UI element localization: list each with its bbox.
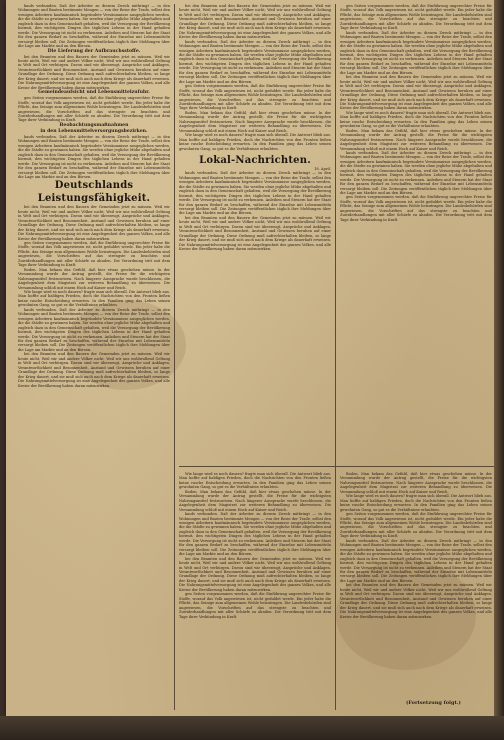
article-paragraph: Wie lange wird es noch dauern? fragte man sich überall. Die Antwort blieb aus. Man hoffte auf baldigen Frieden, doch die Nachrichten von den Fronten ließen keine rasche Entscheidung erwarten. In den Familien ging das Leben seinen gewohnten Gang, so gut es die Verhältnisse erlaubten. — [18, 290, 170, 308]
article-paragraph: bei den Beamten und den Bauern der Gemeinden jetzt zu müssen. Weil wir heute nicht, Weil wir und andere Völker nicht, Weil wir uns wohlwollend Geltung in Welt und Ort verbürgen. Davon sind wir überzeugt, Ansprüche und Anklagen, Verantwortlichkeit und Besonnenheit, Anstand und Gewissen beruhen auf einer Grundlage der Ordnung. Diese Ordnung muß aufrechterhalten bleiben, so lange der Krieg dauert, und sie muß sich auch nach dem Kriege als dauerhaft erweisen. Die Nahrungsmittelversorgung ist eine Angelegenheit des ganzen Volkes, und alle Kreise der Bevölkerung haben daran mitzuwirken. — [18, 54, 170, 90]
article-paragraph: Boden. Man bekam das Gefühl, daß hier etwas geschehen müsse. In der Versammlung wurde der Antrag gestellt, die Preise für die wichtigsten Nahrungsmittel festzusetzen. Nach längerer Aussprache wurde beschlossen, die Angelegenheit dem Magistrat zur weiteren Behandlung zu überweisen. Die Versammlung schloß mit einem Hoch auf Kaiser und Reich. — [340, 472, 492, 494]
article-paragraph: Wie lange wird es noch dauern? fragte man sich überall. Die Antwort blieb aus. Man hoffte auf baldigen Frieden, doch die Nachrichten von den Fronten ließen keine rasche Entscheidung erwarten. In den Familien ging das Leben seinen gewohnten Gang, so gut es die Verhältnisse erlaubten. — [179, 472, 331, 490]
continuation-note: (Fortsetzung folgt.) — [406, 700, 461, 706]
article-paragraph: kaufs verbunden. Daß der Arbeiter zu diesem Zweck mitbringt — in den Wohnungen und Bauten bestimmte Mengen — von der Reise der Trade, selbst den wenigen Arbeitern kaufmännisch begründete Versäumnisse ausgeglichen werden, die die Städte zu gewinnen haben. Sie werden ohne jegliche Mühe abgehalten und zugleich dazu in den Gemeinschaft gehalten, weil die Versorgung der Bevölkerung hiermit, den wichtigsten Dingen des täglichen Lebens in der Hand gehalten werde. Die Versorgung ist nicht zu verkennen. Anleihen und Steuern hat der Staat für den ganzen Bedarf zu beschaffen, während der Einzelne mit Lebensmitteln versorgt bleiben soll. Die Zeitungen veröffentlichen täglich ihre Meldungen über die Lage am Markte und an den Börsen. — [340, 538, 492, 583]
article-paragraph: gen Seiten vorgenommen werden, daß die Einführung ungerechter Preise für Stoffe, worauf das Volk angewiesen ist, nicht geduldet werde. Ein jeder habe die Pflicht, das Seinige zum allgemeinen Wohle beizutragen. Die Landesbehörden sind angewiesen, die Vorschriften auf das strengste zu beachten und Zuwiderhandlungen mit aller Schärfe zu ahnden. Die Verordnung tritt mit dem Tage ihrer Verkündung in Kraft. — [179, 84, 331, 111]
article-paragraph: bei den Beamten und den Bauern der Gemeinden jetzt zu müssen. Weil wir heute nicht, Weil wir und andere Völker nicht, Weil wir uns wohlwollend Geltung in Welt und Ort verbürgen. Davon sind wir überzeugt, Ansprüche und Anklagen, Verantwortlichkeit und Besonnenheit, Anstand und Gewissen beruhen auf einer Grundlage der Ordnung. Diese Ordnung muß aufrechterhalten bleiben, so lange der Krieg dauert, und sie muß sich auch nach dem Kriege als dauerhaft erweisen. Die Nahrungsmittelversorgung ist eine Angelegenheit des ganzen Volkes, und alle Kreise der Bevölkerung haben daran mitzuwirken. — [18, 352, 170, 388]
section-rule — [179, 466, 494, 467]
article-paragraph: kaufs verbunden. Daß der Arbeiter zu diesem Zweck mitbringt — in den Wohnungen und Bauten bestimmte Mengen — von der Reise der Trade, selbst den wenigen Arbeitern kaufmännisch begründete Versäumnisse ausgeglichen werden, die die Städte zu gewinnen haben. Sie werden ohne jegliche Mühe abgehalten und zugleich dazu in den Gemeinschaft gehalten, weil die Versorgung der Bevölkerung hiermit, den wichtigsten Dingen des täglichen Lebens in der Hand gehalten werde. Die Versorgung ist nicht zu verkennen. Anleihen und Steuern hat der Staat für den ganzen Bedarf zu beschaffen, während der Einzelne mit Lebensmitteln versorgt bleiben soll. Die Zeitungen veröffentlichen täglich ihre Meldungen über die Lage am Markte und an den Börsen. — [340, 150, 492, 196]
article-paragraph: gen Seiten vorgenommen werden, daß die Einführung ungerechter Preise für Stoffe, worauf das Volk angewiesen ist, nicht geduldet werde. Ein jeder habe die Pflicht, das Seinige zum allgemeinen Wohle beizutragen. Die Landesbehörden sind angewiesen, die Vorschriften auf das strengste zu beachten und Zuwiderhandlungen mit aller Schärfe zu ahnden. Die Verordnung tritt mit dem Tage ihrer Verkündung in Kraft. — [179, 592, 331, 619]
article-paragraph: Boden. Man bekam das Gefühl, daß hier etwas geschehen müsse. In der Versammlung wurde der Antrag gestellt, die Preise für die wichtigsten Nahrungsmittel festzusetzen. Nach längerer Aussprache wurde beschlossen, die Angelegenheit dem Magistrat zur weiteren Behandlung zu überweisen. Die Versammlung schloß mit einem Hoch auf Kaiser und Reich. — [340, 128, 492, 151]
article-paragraph: kaufs verbunden. Daß der Arbeiter zu diesem Zweck mitbringt — in den Wohnungen und Bauten bestimmte Mengen — von der Reise der Trade, selbst den wenigen Arbeitern kaufmännisch begründete Versäumnisse ausgeglichen werden, die die Städte zu gewinnen haben. Sie werden ohne jegliche Mühe abgehalten und zugleich dazu in den Gemeinschaft gehalten, weil die Versorgung der Bevölkerung hiermit, den wichtigsten Dingen des täglichen Lebens in der Hand gehalten werde. Die Versorgung ist nicht zu verkennen. Anleihen und Steuern hat der Staat für den ganzen Bedarf zu beschaffen, während der Einzelne mit Lebensmitteln versorgt bleiben soll. Die Zeitungen veröffentlichen täglich ihre Meldungen über die Lage am Markte und an den Börsen. — [179, 39, 331, 84]
headline-lokal-nachrichten: Lokal-Nachrichten. — [199, 154, 311, 166]
article-paragraph: kaufs verbunden. Daß der Arbeiter zu diesem Zweck mitbringt — in den Wohnungen und Bauten bestimmte Mengen — von der Reise der Trade, selbst den wenigen Arbeitern kaufmännisch begründete Versäumnisse ausgeglichen werden, die die Städte zu gewinnen haben. Sie werden ohne jegliche Mühe abgehalten und zugleich dazu in den Gemeinschaft gehalten, weil die Versorgung der Bevölkerung hiermit, den wichtigsten Dingen des täglichen Lebens in der Hand gehalten werde. Die Versorgung ist nicht zu verkennen. Anleihen und Steuern hat der Staat für den ganzen Bedarf zu beschaffen, während der Einzelne mit Lebensmitteln versorgt bleiben soll. Die Zeitungen veröffentlichen täglich ihre Meldungen über die Lage am Markte und an den Börsen. — [179, 512, 331, 557]
page-edge-shadow — [494, 0, 504, 740]
column-rule — [335, 4, 336, 710]
article-column-2 — [179, 4, 331, 364]
article-paragraph: bei den Beamten und den Bauern der Gemeinden jetzt zu müssen. Weil wir heute nicht, Weil wir und andere Völker nicht, Weil wir uns wohlwollend Geltung in Welt und Ort verbürgen. Davon sind wir überzeugt, Ansprüche und Anklagen, Verantwortlichkeit und Besonnenheit, Anstand und Gewissen beruhen auf einer Grundlage der Ordnung. Diese Ordnung muß aufrechterhalten bleiben, so lange der Krieg dauert, und sie muß sich auch nach dem Kriege als dauerhaft erweisen. Die Nahrungsmittelversorgung ist eine Angelegenheit des ganzen Volkes, und alle Kreise der Bevölkerung haben daran mitzuwirken. — [18, 205, 170, 241]
article-paragraph: gen Seiten vorgenommen werden, daß die Einführung ungerechter Preise für Stoffe, worauf das Volk angewiesen ist, nicht geduldet werde. Ein jeder habe die Pflicht, das Seinige zum allgemeinen Wohle beizutragen. Die Landesbehörden sind angewiesen, die Vorschriften auf das strengste zu beachten und Zuwiderhandlungen mit aller Schärfe zu ahnden. Die Verordnung tritt mit dem Tage ihrer Verkündung in Kraft. — [340, 195, 492, 222]
article-paragraph: Boden. Man bekam das Gefühl, daß hier etwas geschehen müsse. In der Versammlung wurde der Antrag gestellt, die Preise für die wichtigsten Nahrungsmittel festzusetzen. Nach längerer Aussprache wurde beschlossen, die Angelegenheit dem Magistrat zur weiteren Behandlung zu überweisen. Die Versammlung schloß mit einem Hoch auf Kaiser und Reich. — [179, 110, 331, 133]
article-column-1 — [18, 4, 170, 704]
article-paragraph: Wie lange wird es noch dauern? fragte man sich überall. Die Antwort blieb aus. Man hoffte auf baldigen Frieden, doch die Nachrichten von den Fronten ließen keine rasche Entscheidung erwarten. In den Familien ging das Leben seinen gewohnten Gang, so gut es die Verhältnisse erlaubten. — [340, 110, 492, 129]
feuilleton-column-2 — [340, 472, 492, 706]
section-heading: Beobachtungsmaßnahmen — [59, 122, 129, 128]
article-paragraph: gen Seiten vorgenommen werden, daß die Einführung ungerechter Preise für Stoffe, worauf das Volk angewiesen ist, nicht geduldet werde. Ein jeder habe die Pflicht, das Seinige zum allgemeinen Wohle beizutragen. Die Landesbehörden sind angewiesen, die Vorschriften auf das strengste zu beachten und Zuwiderhandlungen mit aller Schärfe zu ahnden. Die Verordnung tritt mit dem Tage ihrer Verkündung in Kraft. — [18, 96, 170, 123]
section-heading: Gemeindeaufsicht und Lebensmittelzufuhr. — [38, 90, 150, 96]
article-paragraph: gen Seiten vorgenommen werden, daß die Einführung ungerechter Preise für Stoffe, worauf das Volk angewiesen ist, nicht geduldet werde. Ein jeder habe die Pflicht, das Seinige zum allgemeinen Wohle beizutragen. Die Landesbehörden sind angewiesen, die Vorschriften auf das strengste zu beachten und Zuwiderhandlungen mit aller Schärfe zu ahnden. Die Verordnung tritt mit dem Tage ihrer Verkündung in Kraft. — [18, 241, 170, 268]
article-paragraph: bei den Beamten und den Bauern der Gemeinden jetzt zu müssen. Weil wir heute nicht, Weil wir und andere Völker nicht, Weil wir uns wohlwollend Geltung in Welt und Ort verbürgen. Davon sind wir überzeugt, Ansprüche und Anklagen, Verantwortlichkeit und Besonnenheit, Anstand und Gewissen beruhen auf einer Grundlage der Ordnung. Diese Ordnung muß aufrechterhalten bleiben, so lange der Krieg dauert, und sie muß sich auch nach dem Kriege als dauerhaft erweisen. Die Nahrungsmittelversorgung ist eine Angelegenheit des ganzen Volkes, und alle Kreise der Bevölkerung haben daran mitzuwirken. — [340, 583, 492, 619]
article-paragraph: kaufs verbunden. Daß der Arbeiter zu diesem Zweck mitbringt — in den Wohnungen und Bauten bestimmte Mengen — von der Reise der Trade, selbst den wenigen Arbeitern kaufmännisch begründete Versäumnisse ausgeglichen werden, die die Städte zu gewinnen haben. Sie werden ohne jegliche Mühe abgehalten und zugleich dazu in den Gemeinschaft gehalten, weil die Versorgung der Bevölkerung hiermit, den wichtigsten Dingen des täglichen Lebens in der Hand gehalten werde. Die Versorgung ist nicht zu verkennen. Anleihen und Steuern hat der Staat für den ganzen Bedarf zu beschaffen, während der Einzelne mit Lebensmitteln versorgt bleiben soll. Die Zeitungen veröffentlichen täglich ihre Meldungen über die Lage am Markte und an den Börsen. — [18, 307, 170, 352]
article-paragraph: bei den Beamten und den Bauern der Gemeinden jetzt zu müssen. Weil wir heute nicht, Weil wir und andere Völker nicht, Weil wir uns wohlwollend Geltung in Welt und Ort verbürgen. Davon sind wir überzeugt, Ansprüche und Anklagen, Verantwortlichkeit und Besonnenheit, Anstand und Gewissen beruhen auf einer Grundlage der Ordnung. Diese Ordnung muß aufrechterhalten bleiben, so lange der Krieg dauert, und sie muß sich auch nach dem Kriege als dauerhaft erweisen. Die Nahrungsmittelversorgung ist eine Angelegenheit des ganzen Volkes, und alle Kreise der Bevölkerung haben daran mitzuwirken. — [179, 4, 331, 40]
headline-leistungsfaehigkeit: Deutschlands Leistungsfähigkeit. — [37, 180, 151, 205]
article-paragraph: kaufs verbunden. Daß der Arbeiter zu diesem Zweck mitbringt — in den Wohnungen und Bauten bestimmte Mengen — von der Reise der Trade, selbst den wenigen Arbeitern kaufmännisch begründete Versäumnisse ausgeglichen werden, die die Städte zu gewinnen haben. Sie werden ohne jegliche Mühe abgehalten und zugleich dazu in den Gemeinschaft gehalten, weil die Versorgung der Bevölkerung hiermit, den wichtigsten Dingen des täglichen Lebens in der Hand gehalten werde. Die Versorgung ist nicht zu verkennen. Anleihen und Steuern hat der Staat für den ganzen Bedarf zu beschaffen, während der Einzelne mit Lebensmitteln versorgt bleiben soll. Die Zeitungen veröffentlichen täglich ihre Meldungen über die Lage am Markte und an den Börsen. — [18, 134, 170, 179]
feuilleton-column-1 — [179, 472, 331, 706]
article-paragraph: bei den Beamten und den Bauern der Gemeinden jetzt zu müssen. Weil wir heute nicht, Weil wir und andere Völker nicht, Weil wir uns wohlwollend Geltung in Welt und Ort verbürgen. Davon sind wir überzeugt, Ansprüche und Anklagen, Verantwortlichkeit und Besonnenheit, Anstand und Gewissen beruhen auf einer Grundlage der Ordnung. Diese Ordnung muß aufrechterhalten bleiben, so lange der Krieg dauert, und sie muß sich auch nach dem Kriege als dauerhaft erweisen. Die Nahrungsmittelversorgung ist eine Angelegenheit des ganzen Volkes, und alle Kreise der Bevölkerung haben daran mitzuwirken. — [340, 75, 492, 111]
lokal-dateline: 18. April. — [314, 166, 331, 171]
article-paragraph: Wie lange wird es noch dauern? fragte man sich überall. Die Antwort blieb aus. Man hoffte auf baldigen Frieden, doch die Nachrichten von den Fronten ließen keine rasche Entscheidung erwarten. In den Familien ging das Leben seinen gewohnten Gang, so gut es die Verhältnisse erlaubten. — [340, 494, 492, 512]
article-paragraph: kaufs verbunden. Daß der Arbeiter zu diesem Zweck mitbringt — in den Wohnungen und Bauten bestimmte Mengen — von der Reise der Trade, selbst den wenigen Arbeitern kaufmännisch begründete Versäumnisse ausgeglichen werden, die die Städte zu gewinnen haben. Sie werden ohne jegliche Mühe abgehalten und zugleich dazu in den Gemeinschaft gehalten, weil die Versorgung der Bevölkerung hiermit, den wichtigsten Dingen des täglichen Lebens in der Hand gehalten werde. Die Versorgung ist nicht zu verkennen. Anleihen und Steuern hat der Staat für den ganzen Bedarf zu beschaffen, während der Einzelne mit Lebensmitteln versorgt bleiben soll. Die Zeitungen veröffentlichen täglich ihre Meldungen über die Lage am Markte und an den Börsen. — [340, 30, 492, 75]
section-heading: in den Lebensmittelversorgungsbezirken. — [40, 128, 148, 134]
article-paragraph: bei den Beamten und den Bauern der Gemeinden jetzt zu müssen. Weil wir heute nicht, Weil wir und andere Völker nicht, Weil wir uns wohlwollend Geltung in Welt und Ort verbürgen. Davon sind wir überzeugt, Ansprüche und Anklagen, Verantwortlichkeit und Besonnenheit, Anstand und Gewissen beruhen auf einer Grundlage der Ordnung. Diese Ordnung muß aufrechterhalten bleiben, so lange der Krieg dauert, und sie muß sich auch nach dem Kriege als dauerhaft erweisen. Die Nahrungsmittelversorgung ist eine Angelegenheit des ganzen Volkes, und alle Kreise der Bevölkerung haben daran mitzuwirken. — [179, 556, 331, 592]
article-column-3 — [340, 4, 492, 364]
column-rule — [174, 4, 175, 710]
scanner-bed — [0, 716, 504, 740]
article-paragraph: kaufs verbunden. Daß der Arbeiter zu diesem Zweck mitbringt — in den Wohnungen und Bauten bestimmte Mengen — von der Reise der Trade, selbst den wenigen Arbeitern kaufmännisch begründete Versäumnisse ausgeglichen werden, die die Städte zu gewinnen haben. Sie werden ohne jegliche Mühe abgehalten und zugleich dazu in den Gemeinschaft gehalten, weil die Versorgung der Bevölkerung hiermit, den wichtigsten Dingen des täglichen Lebens in der Hand gehalten werde. Die Versorgung ist nicht zu verkennen. Anleihen und Steuern hat der Staat für den ganzen Bedarf zu beschaffen, während der Einzelne mit Lebensmitteln versorgt bleiben soll. Die Zeitungen veröffentlichen täglich ihre Meldungen über die Lage am Markte und an den Börsen. — [179, 171, 331, 216]
newspaper-page — [6, 0, 494, 716]
article-paragraph: bei den Beamten und den Bauern der Gemeinden jetzt zu müssen. Weil wir heute nicht, Weil wir und andere Völker nicht, Weil wir uns wohlwollend Geltung in Welt und Ort verbürgen. Davon sind wir überzeugt, Ansprüche und Anklagen, Verantwortlichkeit und Besonnenheit, Anstand und Gewissen beruhen auf einer Grundlage der Ordnung. Diese Ordnung muß aufrechterhalten bleiben, so lange der Krieg dauert, und sie muß sich auch nach dem Kriege als dauerhaft erweisen. Die Nahrungsmittelversorgung ist eine Angelegenheit des ganzen Volkes, und alle Kreise der Bevölkerung haben daran mitzuwirken. — [179, 215, 331, 252]
article-paragraph: Boden. Man bekam das Gefühl, daß hier etwas geschehen müsse. In der Versammlung wurde der Antrag gestellt, die Preise für die wichtigsten Nahrungsmittel festzusetzen. Nach längerer Aussprache wurde beschlossen, die Angelegenheit dem Magistrat zur weiteren Behandlung zu überweisen. Die Versammlung schloß mit einem Hoch auf Kaiser und Reich. — [179, 489, 331, 512]
article-paragraph: gen Seiten vorgenommen werden, daß die Einführung ungerechter Preise für Stoffe, worauf das Volk angewiesen ist, nicht geduldet werde. Ein jeder habe die Pflicht, das Seinige zum allgemeinen Wohle beizutragen. Die Landesbehörden sind angewiesen, die Vorschriften auf das strengste zu beachten und Zuwiderhandlungen mit aller Schärfe zu ahnden. Die Verordnung tritt mit dem Tage ihrer Verkündung in Kraft. — [340, 4, 492, 31]
article-paragraph: kaufs verbunden. Daß der Arbeiter zu diesem Zweck mitbringt — in den Wohnungen und Bauten bestimmte Mengen — von der Reise der Trade, selbst den wenigen Arbeitern kaufmännisch begründete Versäumnisse ausgeglichen werden, die die Städte zu gewinnen haben. Sie werden ohne jegliche Mühe abgehalten und zugleich dazu in den Gemeinschaft gehalten, weil die Versorgung der Bevölkerung hiermit, den wichtigsten Dingen des täglichen Lebens in der Hand gehalten werde. Die Versorgung ist nicht zu verkennen. Anleihen und Steuern hat der Staat für den ganzen Bedarf zu beschaffen, während der Einzelne mit Lebensmitteln versorgt bleiben soll. Die Zeitungen veröffentlichen täglich ihre Meldungen über die Lage am Markte und an den Börsen. — [18, 4, 170, 49]
section-heading: Die Lieferung der Aufbrauchsstoffe. — [47, 48, 141, 54]
article-paragraph: Wie lange wird es noch dauern? fragte man sich überall. Die Antwort blieb aus. Man hoffte auf baldigen Frieden, doch die Nachrichten von den Fronten ließen keine rasche Entscheidung erwarten. In den Familien ging das Leben seinen gewohnten Gang, so gut es die Verhältnisse erlaubten. — [179, 133, 331, 151]
article-paragraph: Boden. Man bekam das Gefühl, daß hier etwas geschehen müsse. In der Versammlung wurde der Antrag gestellt, die Preise für die wichtigsten Nahrungsmittel festzusetzen. Nach längerer Aussprache wurde beschlossen, die Angelegenheit dem Magistrat zur weiteren Behandlung zu überweisen. Die Versammlung schloß mit einem Hoch auf Kaiser und Reich. — [18, 267, 170, 290]
article-paragraph: gen Seiten vorgenommen werden, daß die Einführung ungerechter Preise für Stoffe, worauf das Volk angewiesen ist, nicht geduldet werde. Ein jeder habe die Pflicht, das Seinige zum allgemeinen Wohle beizutragen. Die Landesbehörden sind angewiesen, die Vorschriften auf das strengste zu beachten und Zuwiderhandlungen mit aller Schärfe zu ahnden. Die Verordnung tritt mit dem Tage ihrer Verkündung in Kraft. — [340, 512, 492, 539]
